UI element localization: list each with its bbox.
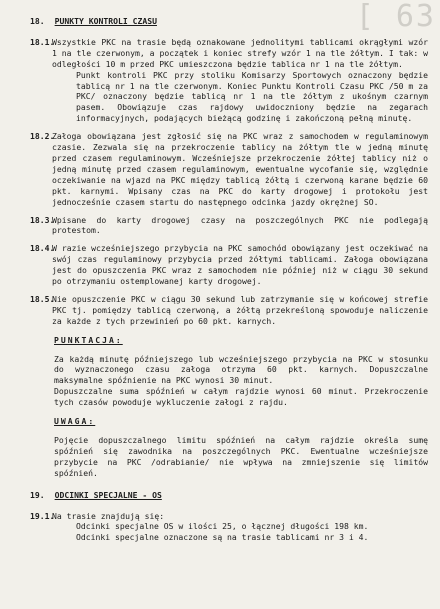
section-title: ODCINKI SPECJALNE - OS <box>54 489 162 500</box>
section-number: 19. <box>30 489 45 500</box>
document-body <box>30 16 428 543</box>
clause-18-3 <box>30 215 428 237</box>
clause-text: Odcinki specjalne OS w ilości 25, o łącznej długości 198 km. <box>76 521 369 532</box>
clause-number: 18.2. <box>30 131 55 142</box>
clause-18-5 <box>30 294 428 327</box>
clause-number: 18.3. <box>30 214 55 225</box>
clause-lead: Na trasie znajdują się: <box>52 510 165 521</box>
clause-number: 18.5. <box>30 293 55 304</box>
clause-number: 18.4. <box>30 243 55 254</box>
clause-19-1 <box>30 511 428 544</box>
clause-text: Wpisane do karty drogowej czasy na poszczególnych PKC nie podlegają protestom. <box>52 214 428 236</box>
clause-text: Punkt kontroli PKC przy stoliku Komisarzy Sportowych oznaczony będzie tablicą nr 1 na tle czerwonym. Koniec Punktu Kontroli Czasu PKC /50 m za PKC/ oznaczony będzie tablicą nr 1 na tle żółtym z ukośnym czarnym pasem. Obowiązuje czas rajdowy uwidoczniony będzie na zegarach informacyjnych, podających bieżącą godzinę i zakończoną pełną minutę. <box>76 69 428 124</box>
clause-text: Wszystkie PKC na trasie będą oznakowane jednolitymi tablicami okrągłymi wzór 1 na tle czerwonym, a początek i koniec strefy wzór 1 na tle żółtym. I tak: w odległości 10 m przed PKC umieszczona będzie tablica nr 1 na tle żółtym. <box>52 36 428 69</box>
uwaga-heading: UWAGA: <box>54 416 96 427</box>
clause-text: W razie wcześniejszego przybycia na PKC samochód obowiązany jest oczekiwać na swój czas regulaminowy przybycia przed żółtymi tablicami. Załoga obowiązana jest do opuszczenia PKC wraz z samochodem nie później niż w ciągu 30 sekund po otrzymaniu ostemplowanej karty drogowej. <box>52 243 428 287</box>
clause-text: Załoga obowiązana jest zgłosić się na PKC wraz z samochodem w regulaminowym czasie. Zezwala się na przekroczenie tablicy na żółtym tle w jedną minutę przed czasem regulaminowym. Wcześniejsze przekroczenie żółtej tablicy niż o jedną minutę przed czasem regulaminowym, ewentualne wycofanie się, względnie oczekiwanie na wjazd na PKC między tablicą żółtą i czerwoną karane będzie 60 pkt. karnymi. Wpisany czas na PKC do karty drogowej i protokołu jest jednocześnie czasem startu do następnego odcinka jazdy okrężnej SO. <box>52 131 428 207</box>
clause-18-1 <box>30 37 428 124</box>
uwaga-text: Pojęcie dopuszczalnego limitu spóźnień na całym rajdzie określa sumę spóźnień się zawodnika na poszczególnych PKC. Ewentualne wcześniejsze przybycie na PKC /odrabianie/ nie wpływa na zmniejszenie się limitów spóźnień. <box>54 435 428 478</box>
clause-text: Odcinki specjalne oznaczone są na trasie tablicami nr 3 i 4. <box>76 532 369 543</box>
clause-text: Nie opuszczenie PKC w ciągu 30 sekund lub zatrzymanie się w końcowej strefie PKC tj. pomiędzy tablicą czerwoną, a żółtą przekreśloną spowoduje naliczenie za każde z tych przewinień po 60 pkt. karnych. <box>52 293 428 326</box>
clause-number: 19.1. <box>30 510 55 521</box>
punktacja-heading: PUNKTACJA: <box>54 334 123 345</box>
section-number: 18. <box>30 16 45 26</box>
punktacja-text: Dopuszczalne suma spóźnień w całym rajdzie wynosi 60 minut. Przekroczenie tych czasów powoduje wykluczenie załogi z rajdu. <box>54 386 428 408</box>
clause-number: 18.1. <box>30 36 55 47</box>
section-18-heading <box>30 16 428 27</box>
clause-18-4 <box>30 243 428 287</box>
bleed-through-text: [ 63 <box>355 0 436 34</box>
clause-18-2 <box>30 131 428 207</box>
section-title: PUNKTY KONTROLI CZASU <box>54 16 157 26</box>
punktacja-block <box>30 354 428 409</box>
punktacja-text: Za każdą minutę późniejszego lub wcześniejszego przybycia na PKC w stosunku do wyznaczonego czasu załoga otrzyma 60 pkt. karnych. Dopuszczalne maksymalne spóźnienie na PKC wynosi 30 minut. <box>54 353 428 386</box>
uwaga-block <box>30 435 428 479</box>
section-19-heading <box>30 490 428 501</box>
